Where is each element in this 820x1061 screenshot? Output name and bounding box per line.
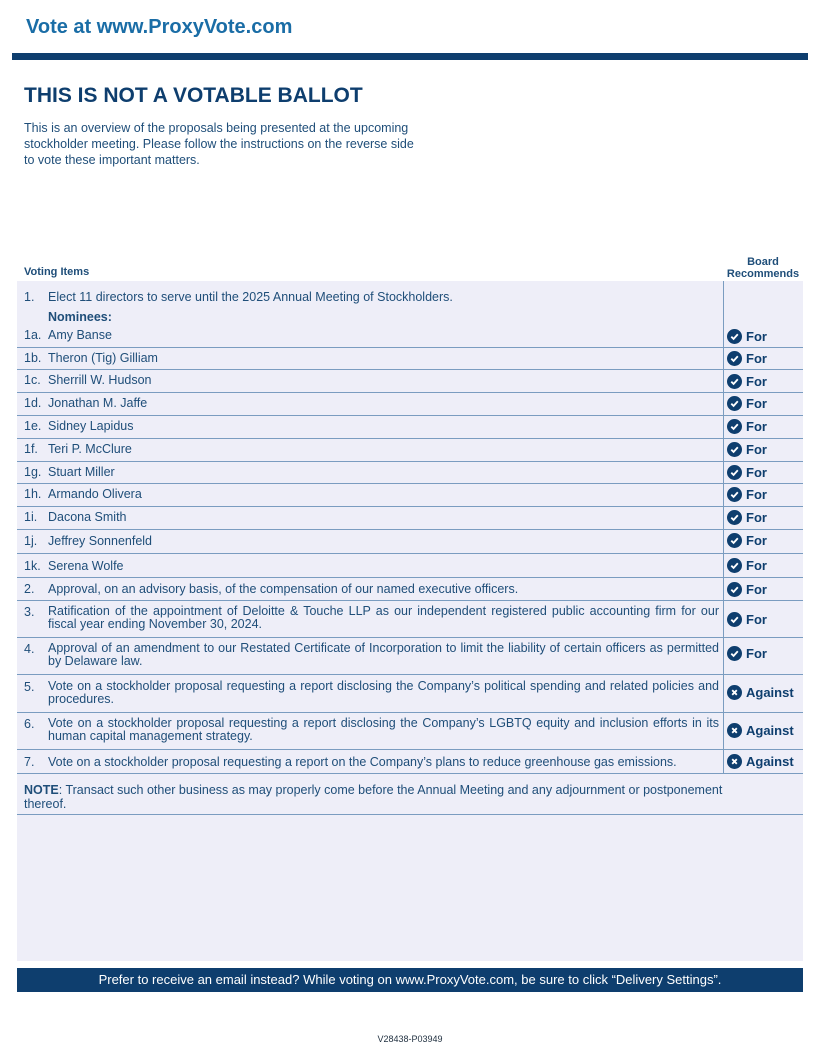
- recommendation: [727, 723, 794, 738]
- recommendation: [727, 351, 767, 366]
- item-number: 2.: [24, 582, 35, 596]
- recommendation-label: For: [746, 442, 767, 457]
- recommendation: [727, 442, 767, 457]
- table-row: [17, 601, 803, 638]
- item-text: Vote on a stockholder proposal requesting a report on the Company’s plans to reduce greenhouse gas emissions.: [48, 755, 677, 769]
- table-row: [17, 281, 803, 348]
- recommendation-label: For: [746, 329, 767, 344]
- item-text: Vote on a stockholder proposal requesting a report disclosing the Company’s LGBTQ equity and inclusion efforts in its human capital management strategy.: [48, 716, 719, 743]
- table-row: [17, 370, 803, 393]
- note: [24, 783, 724, 811]
- item-number: 1.: [24, 290, 35, 304]
- check-circle-icon: [727, 612, 742, 627]
- recommendation: [727, 329, 767, 344]
- nominee-name: Sidney Lapidus: [48, 419, 134, 433]
- nominee-name: Serena Wolfe: [48, 559, 124, 573]
- recommendation: [727, 396, 767, 411]
- x-circle-icon: [727, 685, 742, 700]
- item-number: 1b.: [24, 351, 42, 365]
- recommendation-label: For: [746, 510, 767, 525]
- recommendation: [727, 533, 767, 548]
- check-circle-icon: [727, 558, 742, 573]
- item-number: 1i.: [24, 510, 38, 524]
- board-header-line2: Recommends: [726, 268, 800, 280]
- recommendation-label: For: [746, 558, 767, 573]
- check-circle-icon: [727, 487, 742, 502]
- item-number: 5.: [24, 680, 35, 694]
- check-circle-icon: [727, 396, 742, 411]
- nominee-name: Theron (Tig) Gilliam: [48, 351, 158, 365]
- recommendation: [727, 754, 794, 769]
- item-number: 1h.: [24, 487, 42, 501]
- email-delivery-banner: Prefer to receive an email instead? While voting on www.ProxyVote.com, be sure to click “Delivery Settings”.: [17, 968, 803, 992]
- board-recommends-header: [722, 256, 804, 280]
- check-circle-icon: [727, 582, 742, 597]
- recommendation: [727, 465, 767, 480]
- recommendation: [727, 646, 767, 661]
- recommendation-label: For: [746, 374, 767, 389]
- ballot-heading: THIS IS NOT A VOTABLE BALLOT: [24, 84, 363, 107]
- check-circle-icon: [727, 351, 742, 366]
- check-circle-icon: [727, 646, 742, 661]
- nominee-name: Dacona Smith: [48, 510, 127, 524]
- check-circle-icon: [727, 442, 742, 457]
- table-row: [17, 484, 803, 507]
- check-circle-icon: [727, 374, 742, 389]
- recommendation-label: Against: [746, 685, 794, 700]
- recommendation-label: For: [746, 582, 767, 597]
- item-number: 1a.: [24, 328, 42, 342]
- proxyvote-title: Vote at www.ProxyVote.com: [26, 16, 293, 38]
- header-rule: [12, 53, 808, 60]
- table-row: [17, 507, 803, 530]
- recommendation-label: For: [746, 351, 767, 366]
- item-text: Vote on a stockholder proposal requesting a report disclosing the Company’s political spending and related policies and procedures.: [48, 679, 719, 706]
- item-number: 6.: [24, 717, 35, 731]
- item-number: 1g.: [24, 465, 42, 479]
- recommendation: [727, 419, 767, 434]
- recommendation: [727, 510, 767, 525]
- item-text: Approval, on an advisory basis, of the compensation of our named executive officers.: [48, 582, 519, 596]
- column-divider: [723, 281, 724, 774]
- nominee-name: Jonathan M. Jaffe: [48, 396, 148, 410]
- recommendation-label: For: [746, 612, 767, 627]
- recommendation-label: For: [746, 487, 767, 502]
- voting-items-header: Voting Items: [24, 266, 90, 278]
- recommendation-label: For: [746, 465, 767, 480]
- x-circle-icon: [727, 754, 742, 769]
- recommendation: [727, 487, 767, 502]
- item-number: 3.: [24, 605, 35, 619]
- table-row: [17, 439, 803, 462]
- check-circle-icon: [727, 533, 742, 548]
- table-row: [17, 713, 803, 750]
- check-circle-icon: [727, 510, 742, 525]
- item-number: 4.: [24, 642, 35, 656]
- item-number: 1e.: [24, 419, 42, 433]
- nominee-name: Teri P. McClure: [48, 442, 132, 456]
- note-divider: [17, 814, 803, 815]
- recommendation-label: For: [746, 646, 767, 661]
- document-code: V28438-P03949: [377, 1034, 443, 1044]
- table-row: [17, 675, 803, 713]
- table-row: [17, 750, 803, 774]
- item-number: 1j.: [24, 534, 38, 548]
- table-row: [17, 393, 803, 416]
- board-header-line1: Board: [747, 256, 779, 268]
- note-text: : Transact such other business as may properly come before the Annual Meeting and any adjournment or postponement thereof.: [24, 783, 723, 811]
- check-circle-icon: [727, 465, 742, 480]
- recommendation-label: For: [746, 396, 767, 411]
- nominees-label: Nominees:: [48, 310, 112, 324]
- ballot-intro: This is an overview of the proposals being presented at the upcoming stockholder meeting. Please follow the instructions on the reverse side to vote these important matters.: [24, 121, 414, 167]
- table-row: [17, 462, 803, 484]
- check-circle-icon: [727, 329, 742, 344]
- recommendation: [727, 612, 767, 627]
- nominee-name: Stuart Miller: [48, 465, 115, 479]
- recommendation: [727, 685, 794, 700]
- table-row: [17, 530, 803, 554]
- item-number: 1c.: [24, 373, 41, 387]
- recommendation: [727, 582, 767, 597]
- recommendation-label: For: [746, 533, 767, 548]
- item-number: 1f.: [24, 442, 38, 456]
- recommendation-label: For: [746, 419, 767, 434]
- check-circle-icon: [727, 419, 742, 434]
- recommendation: [727, 374, 767, 389]
- table-row: [17, 348, 803, 370]
- recommendation: [727, 558, 767, 573]
- table-row: [17, 416, 803, 439]
- table-row: [17, 554, 803, 578]
- table-row: [17, 578, 803, 601]
- x-circle-icon: [727, 723, 742, 738]
- item-text: Elect 11 directors to serve until the 2025 Annual Meeting of Stockholders.: [48, 290, 453, 304]
- item-number: 1d.: [24, 396, 42, 410]
- nominee-name: Jeffrey Sonnenfeld: [48, 534, 153, 548]
- item-text: Ratification of the appointment of Deloitte & Touche LLP as our independent registered public accounting firm for our fiscal year ending November 30, 2024.: [48, 604, 719, 631]
- item-number: 7.: [24, 755, 35, 769]
- table-row: [17, 638, 803, 675]
- recommendation-label: Against: [746, 754, 794, 769]
- nominee-name: Amy Banse: [48, 328, 112, 342]
- note-label: NOTE: [24, 783, 59, 797]
- item-number: 1k.: [24, 559, 41, 573]
- nominee-name: Sherrill W. Hudson: [48, 373, 152, 387]
- item-text: Approval of an amendment to our Restated Certificate of Incorporation to limit the liability of certain officers as permitted by Delaware law.: [48, 641, 719, 668]
- nominee-name: Armando Olivera: [48, 487, 142, 501]
- recommendation-label: Against: [746, 723, 794, 738]
